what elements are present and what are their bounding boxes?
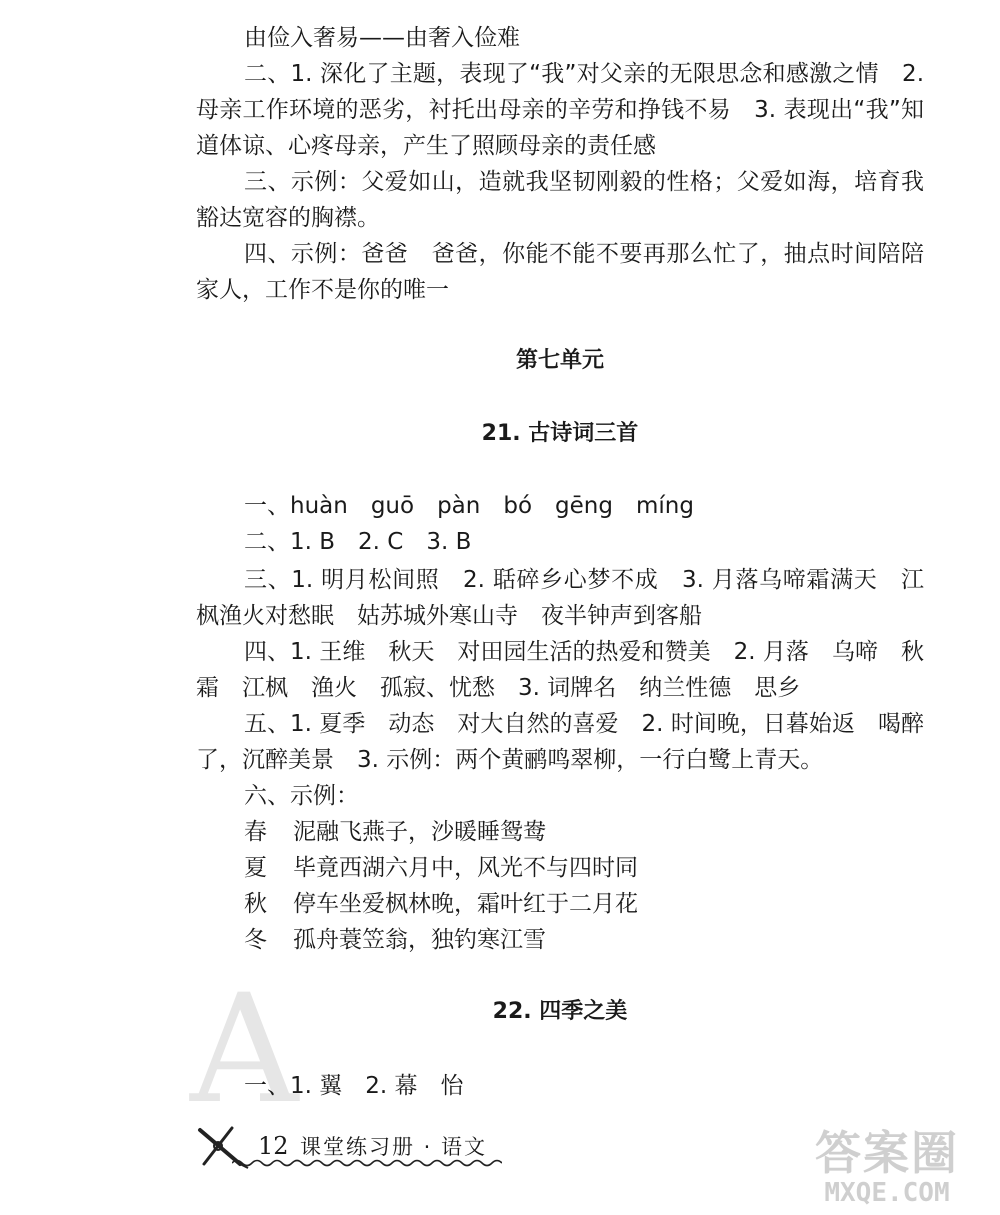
lesson-21-item-5: 五、1. 夏季 动态 对大自然的喜爱 2. 时间晚，日暮始返 喝醉了，沉醉美景 3. 示例：两个黄鹂鸣翠柳，一行白鹭上青天。 xyxy=(196,711,924,773)
season-name: 冬 xyxy=(244,927,267,953)
answer-item-2: 二、1. 深化了主题，表现了“我”对父亲的无限思念和感激之情 2. 母亲工作环境的恶劣，衬托出母亲的辛劳和挣钱不易 3. 表现出“我”知道体谅、心疼母亲，产生了照顾母亲的责任感 xyxy=(196,61,924,159)
answer-item-3: 三、示例：父爱如山，造就我坚韧刚毅的性格；父爱如海，培育我豁达宽容的胸襟。 xyxy=(196,169,924,231)
lesson-21-title: 21. 古诗词三首 xyxy=(481,421,639,446)
answer-line-proverb: 由俭入奢易——由奢入俭难 xyxy=(244,25,520,51)
lesson-21-item-6-label: 六、示例： xyxy=(244,783,359,809)
season-verse: 泥融飞燕子，沙暖睡鸳鸯 xyxy=(293,819,546,845)
lesson-21-item-1: 一、huàn guō pàn bó gēng míng xyxy=(244,493,694,519)
season-name: 夏 xyxy=(244,855,267,881)
page-number: 12 xyxy=(258,1132,289,1160)
season-verse: 停车坐爱枫林晚，霜叶红于二月花 xyxy=(293,891,638,917)
lesson-21-item-3: 三、1. 明月松间照 2. 聒碎乡心梦不成 3. 月落乌啼霜满天 江枫渔火对愁眠 姑苏城外寒山寺 夜半钟声到客船 xyxy=(196,567,924,629)
site-watermark xyxy=(792,1127,982,1207)
season-row xyxy=(244,850,638,886)
season-name: 春 xyxy=(244,819,267,845)
season-name: 秋 xyxy=(244,891,267,917)
lesson-21-item-2: 二、1. B 2. C 3. B xyxy=(244,529,472,555)
answer-item-4: 四、示例：爸爸 爸爸，你能不能不要再那么忙了，抽点时间陪陪家人，工作不是你的唯一 xyxy=(196,241,924,303)
watermark-url: MXQE.COM xyxy=(824,1178,950,1208)
book-title: 课堂练习册 · 语文 xyxy=(300,1135,488,1159)
footer-wave-divider xyxy=(232,1158,502,1168)
season-row xyxy=(244,886,638,922)
unit-title: 第七单元 xyxy=(515,348,604,373)
season-row xyxy=(244,814,546,850)
watermark-logo-text: 答案圈 xyxy=(815,1126,959,1180)
season-verse: 孤舟蓑笠翁，独钓寒江雪 xyxy=(293,927,546,953)
lesson-22-item-1: 一、1. 翼 2. 幕 怡 xyxy=(244,1073,464,1099)
season-row xyxy=(244,922,546,958)
season-verse: 毕竟西湖六月中，风光不与四时同 xyxy=(293,855,638,881)
lesson-22-title: 22. 四季之美 xyxy=(492,999,628,1024)
decorative-letter: A xyxy=(190,963,299,1137)
lesson-21-item-4: 四、1. 王维 秋天 对田园生活的热爱和赞美 2. 月落 乌啼 秋霜 江枫 渔火 孤寂、忧愁 3. 词牌名 纳兰性德 思乡 xyxy=(196,639,924,701)
